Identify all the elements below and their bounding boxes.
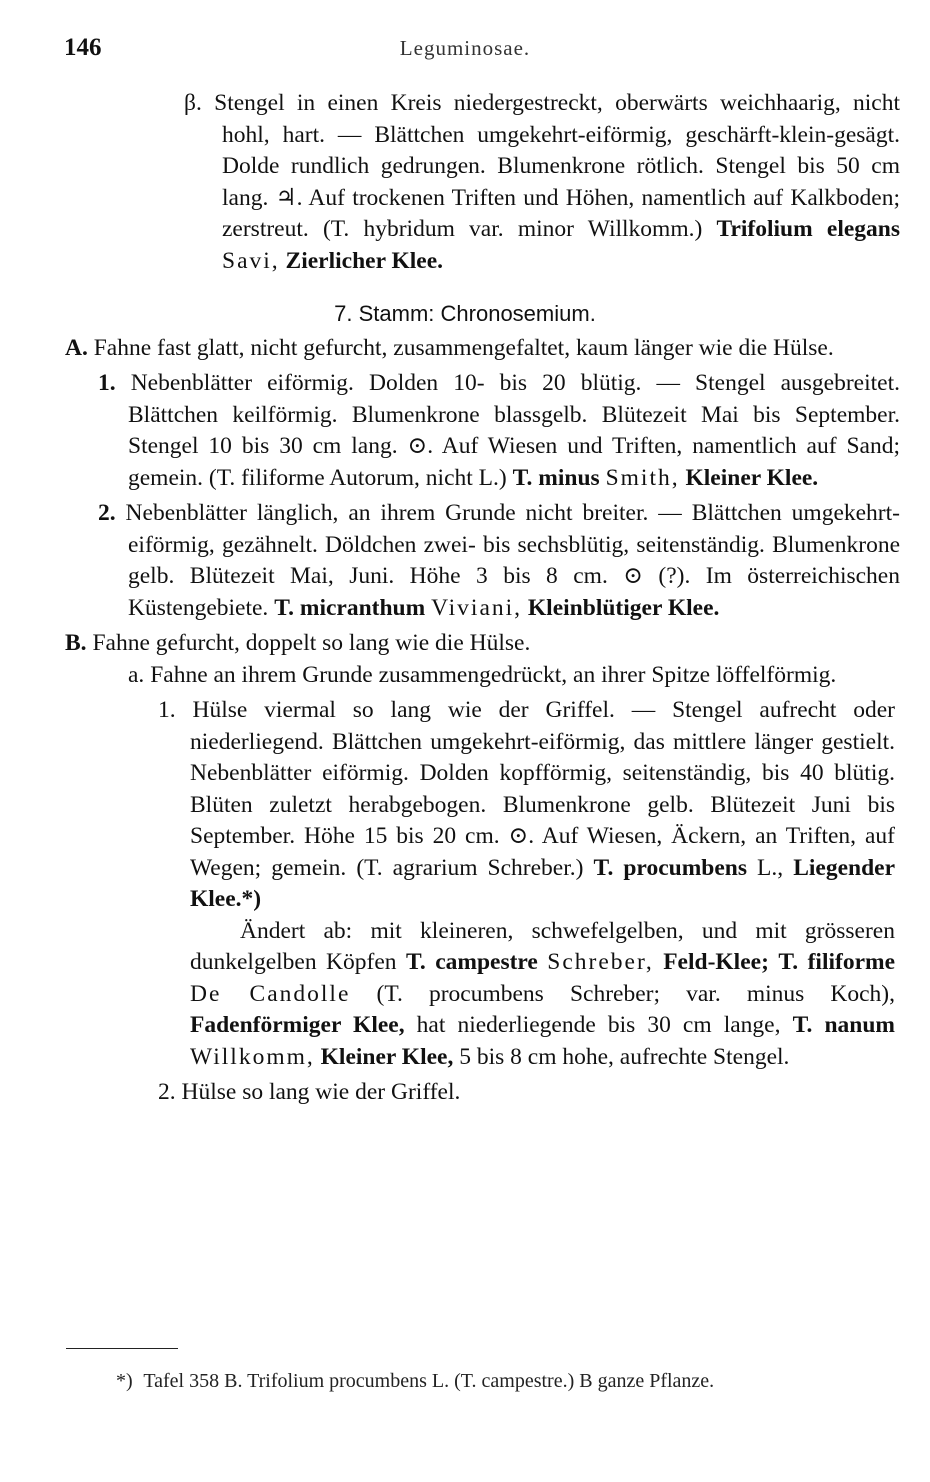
entry-label: 1. bbox=[158, 697, 176, 723]
species-author: De Candolle bbox=[190, 980, 351, 1007]
entry-text: Stengel in einen Kreis niedergestreckt, oberwärts weichhaarig, nicht hohl, hart. — Blättchen umgekehrt-eiförmig, geschärft-klein-gesägt. Dolde rundlich gedrungen. Blumenkrone rötlich. Stengel bis 50 cm lang. ♃. Auf trockenen Triften und Höhen, namentlich auf Kalkboden; zerstreut. (T. hybridum var. minor Willkomm.) bbox=[214, 90, 900, 242]
common-name: Liegender Klee.*) bbox=[190, 854, 896, 912]
footnote-marker: *) bbox=[116, 1370, 133, 1392]
species-name: T. nanum bbox=[792, 1012, 895, 1038]
entry-A1 bbox=[98, 368, 901, 494]
section-heading: 7. Stamm: Chronosemium. bbox=[334, 301, 596, 326]
entry-beta bbox=[184, 88, 900, 277]
footnote-text: Tafel 358 B. Trifolium procumbens L. (T. campestre.) B ganze Pflanze. bbox=[143, 1370, 715, 1392]
common-name: Zierlicher Klee. bbox=[285, 247, 444, 274]
variant-text: 5 bis 8 cm hohe, aufrechte Stengel. bbox=[459, 1043, 790, 1070]
page-header bbox=[0, 34, 930, 64]
variant-text: Ändert ab: mit kleineren, schwefelgelben, und mit grösseren dunkelgelben Köpfen bbox=[190, 917, 895, 975]
entry-text: Hülse viermal so lang wie der Griffel. — Stengel aufrecht oder niederliegend. Blättchen umgekehrt-eiförmig, das mittlere länger gestielt. Nebenblätter eiförmig. Dolden kopfförmig, seitenständig, bis 40 blütig. Blüten zuletzt herabgebogen. Blumenkrone gelb. Blütezeit Juni bis September. Höhe 15 bis 20 cm. ⊙. Auf Wiesen, Äckern, an Triften, auf Wegen; gemein. (T. agrarium Schreber.) bbox=[190, 697, 896, 881]
species-name: T. campestre bbox=[405, 949, 538, 975]
entry-Ba bbox=[128, 660, 900, 692]
common-name: Feld-Klee; bbox=[663, 949, 769, 975]
entry-label: 2. bbox=[98, 500, 116, 526]
entry-label: A. bbox=[65, 334, 88, 361]
page-number: 146 bbox=[64, 34, 102, 61]
entry-text: Nebenblätter länglich, an ihrem Grunde nicht breiter. — Blättchen umgekehrt-eiförmig, gezähnelt. Döldchen zwei- bis sechsblütig, seitenständig. Blumenkrone gelb. Blütezeit Mai, Juni. Höhe 3 bis 8 cm. ⊙ (?). Im österreichischen Küstengebiete. bbox=[125, 500, 900, 621]
footnote bbox=[116, 1370, 714, 1393]
species-author: L., bbox=[757, 854, 784, 881]
entry-A bbox=[65, 333, 900, 365]
common-name: Kleiner Klee, bbox=[320, 1043, 454, 1070]
entry-text: Fahne an ihrem Grunde zusammengedrückt, an ihrer Spitze löffelförmig. bbox=[150, 661, 837, 688]
entry-text: Fahne gefurcht, doppelt so lang wie die Hülse. bbox=[92, 630, 531, 656]
species-name: T. micranthum bbox=[274, 594, 426, 621]
running-head: Leguminosae. bbox=[399, 36, 531, 60]
common-name: Kleinblütiger Klee. bbox=[527, 594, 720, 621]
species-author: Savi, bbox=[222, 247, 280, 274]
entry-label: a. bbox=[128, 661, 145, 688]
entry-text: Nebenblätter eiförmig. Dolden 10- bis 20 blütig. — Stengel ausgebreitet. Blättchen keilförmig. Blumenkrone blassgelb. Blütezeit Mai bis September. Stengel 10 bis 30 cm lang. ⊙. Auf Wiesen und Triften, namentlich auf Sand; gemein. (T. filiforme Autorum, nicht L.) bbox=[128, 370, 901, 491]
footnote-divider bbox=[66, 1348, 178, 1349]
entry-text: Fahne fast glatt, nicht gefurcht, zusammengefaltet, kaum länger wie die Hülse. bbox=[93, 334, 834, 361]
species-name: T. filiforme bbox=[778, 949, 896, 975]
species-name: T. procumbens bbox=[593, 854, 747, 881]
common-name: Fadenförmiger Klee, bbox=[190, 1012, 405, 1038]
entry-B bbox=[65, 628, 900, 660]
species-author: Willkomm, bbox=[190, 1043, 315, 1070]
entry-label: 1. bbox=[98, 370, 116, 396]
species-author: Viviani, bbox=[431, 594, 523, 621]
species-author: Smith, bbox=[605, 464, 680, 491]
entry-label: 2. bbox=[158, 1079, 176, 1105]
species-author: Schreber, bbox=[547, 949, 654, 975]
entry-text: Hülse so lang wie der Griffel. bbox=[181, 1079, 461, 1105]
entry-label: β. bbox=[184, 90, 202, 116]
species-name: Trifolium elegans bbox=[716, 216, 900, 242]
species-name: T. minus bbox=[512, 464, 600, 491]
entry-Ba1 bbox=[158, 695, 896, 916]
variant-note bbox=[190, 916, 895, 1074]
variant-text: (T. procumbens Schreber; var. minus Koch), bbox=[376, 980, 896, 1007]
entry-label: B. bbox=[65, 630, 87, 656]
page-body bbox=[0, 88, 930, 1109]
entry-Ba2 bbox=[158, 1077, 895, 1109]
entry-A2 bbox=[98, 498, 900, 624]
variant-text: hat niederliegende bis 30 cm lange, bbox=[416, 1012, 781, 1038]
common-name: Kleiner Klee. bbox=[685, 464, 819, 491]
